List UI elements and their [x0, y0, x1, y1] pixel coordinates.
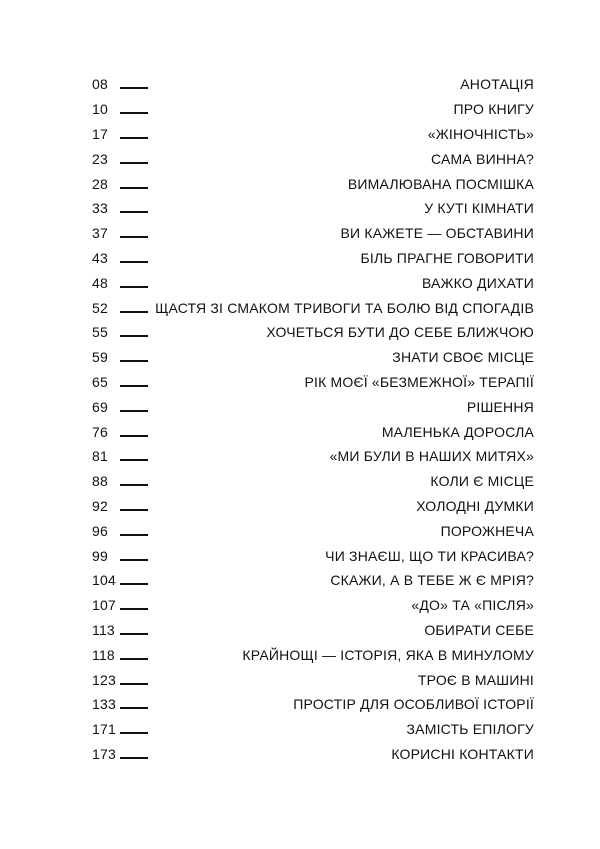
toc-leader-line: [120, 732, 148, 734]
toc-page-number: 55: [92, 324, 108, 341]
toc-entry[interactable]: [92, 642, 534, 667]
toc-chapter-title: ПРО КНИГУ: [453, 101, 534, 118]
toc-page-number: 118: [92, 646, 115, 663]
toc-chapter-title: ЗНАТИ СВОЄ МІСЦЕ: [392, 349, 534, 366]
toc-chapter-title: ВИМАЛЮВАНА ПОСМІШКА: [347, 175, 534, 192]
toc-chapter-title: КРАЙНОЩІ — ІСТОРІЯ, ЯКА В МИНУЛОМУ: [242, 646, 534, 663]
toc-chapter-title: ВИ КАЖЕТЕ — ОБСТАВИНИ: [340, 225, 534, 242]
toc-page-number: 23: [92, 150, 108, 167]
toc-chapter-title: ЧИ ЗНАЄШ, ЩО ТИ КРАСИВА?: [325, 547, 534, 564]
toc-entry[interactable]: [92, 221, 534, 246]
toc-chapter-title: СКАЖИ, А В ТЕБЕ Ж Є МРІЯ?: [330, 572, 534, 589]
toc-chapter-title: ТРОЄ В МАШИНІ: [417, 671, 534, 688]
toc-entry[interactable]: [92, 97, 534, 122]
toc-leader-line: [120, 608, 148, 610]
toc-page-number: 52: [92, 299, 108, 316]
toc-entry[interactable]: [92, 122, 534, 147]
toc-page-number: 69: [92, 398, 108, 415]
toc-leader-line: [120, 385, 148, 387]
toc-entry[interactable]: [92, 72, 534, 97]
toc-leader-line: [120, 658, 148, 660]
toc-page-number: 33: [92, 200, 108, 217]
toc-leader-line: [120, 360, 148, 362]
toc-chapter-title: ВАЖКО ДИХАТИ: [421, 274, 534, 291]
toc-leader-line: [120, 137, 148, 139]
toc-leader-line: [120, 534, 148, 536]
toc-page-number: 113: [92, 621, 115, 638]
toc-page-number: 76: [92, 423, 108, 440]
toc-leader-line: [120, 484, 148, 486]
toc-page-number: 104: [92, 572, 116, 589]
toc-page-number: 81: [92, 448, 108, 465]
toc-entry[interactable]: [92, 717, 534, 742]
toc-entry[interactable]: [92, 295, 534, 320]
toc-leader-line: [120, 335, 148, 337]
toc-chapter-title: САМА ВИННА?: [431, 150, 534, 167]
toc-leader-line: [120, 112, 148, 114]
toc-page-number: 171: [92, 721, 116, 738]
toc-entry[interactable]: [92, 543, 534, 568]
toc-chapter-title: ОБИРАТИ СЕБЕ: [424, 621, 534, 638]
toc-leader-line: [120, 211, 148, 213]
toc-chapter-title: АНОТАЦІЯ: [460, 76, 534, 93]
toc-chapter-title: ПОРОЖНЕЧА: [440, 522, 534, 539]
toc-entry[interactable]: [92, 518, 534, 543]
toc-chapter-title: ПРОСТІР ДЛЯ ОСОБЛИВОЇ ІСТОРІЇ: [293, 696, 534, 713]
toc-page-number: 99: [92, 547, 108, 564]
toc-chapter-title: МАЛЕНЬКА ДОРОСЛА: [381, 423, 534, 440]
toc-chapter-title: «ДО» ТА «ПІСЛЯ»: [411, 597, 534, 614]
toc-leader-line: [120, 162, 148, 164]
toc-chapter-title: «МИ БУЛИ В НАШИХ МИТЯХ»: [329, 448, 534, 465]
table-of-contents: [92, 72, 534, 766]
toc-leader-line: [120, 236, 148, 238]
toc-page-number: 37: [92, 225, 108, 242]
toc-page-number: 10: [92, 101, 108, 118]
toc-leader-line: [120, 435, 148, 437]
toc-entry[interactable]: [92, 568, 534, 593]
toc-entry[interactable]: [92, 246, 534, 271]
toc-leader-line: [120, 559, 148, 561]
toc-entry[interactable]: [92, 469, 534, 494]
toc-chapter-title: ХОЛОДНІ ДУМКИ: [416, 497, 534, 514]
toc-entry[interactable]: [92, 270, 534, 295]
toc-chapter-title: ХОЧЕТЬСЯ БУТИ ДО СЕБЕ БЛИЖЧОЮ: [266, 324, 534, 341]
toc-leader-line: [120, 311, 148, 313]
toc-entry[interactable]: [92, 618, 534, 643]
toc-leader-line: [120, 87, 148, 89]
toc-entry[interactable]: [92, 593, 534, 618]
toc-leader-line: [120, 633, 148, 635]
toc-page-number: 08: [92, 76, 108, 93]
toc-entry[interactable]: [92, 196, 534, 221]
toc-entry[interactable]: [92, 742, 534, 767]
toc-page-number: 123: [92, 671, 116, 688]
toc-leader-line: [120, 286, 148, 288]
toc-page-number: 107: [92, 597, 116, 614]
toc-chapter-title: «ЖІНОЧНІСТЬ»: [427, 125, 534, 142]
toc-chapter-title: БІЛЬ ПРАГНЕ ГОВОРИТИ: [360, 249, 534, 266]
toc-entry[interactable]: [92, 370, 534, 395]
toc-leader-line: [120, 707, 148, 709]
toc-entry[interactable]: [92, 171, 534, 196]
toc-chapter-title: КОЛИ Є МІСЦЕ: [430, 473, 534, 490]
toc-leader-line: [120, 187, 148, 189]
toc-chapter-title: ЗАМІСТЬ ЕПІЛОГУ: [406, 721, 534, 738]
toc-leader-line: [120, 509, 148, 511]
toc-page-number: 173: [92, 745, 116, 762]
toc-page-number: 65: [92, 373, 108, 390]
toc-page-number: 48: [92, 274, 108, 291]
toc-page-number: 133: [92, 696, 116, 713]
toc-leader-line: [120, 261, 148, 263]
toc-entry[interactable]: [92, 345, 534, 370]
toc-entry[interactable]: [92, 394, 534, 419]
toc-entry[interactable]: [92, 692, 534, 717]
toc-chapter-title: ЩАСТЯ ЗІ СМАКОМ ТРИВОГИ ТА БОЛЮ ВІД СПОГАДІВ: [155, 299, 534, 316]
toc-entry[interactable]: [92, 320, 534, 345]
toc-entry[interactable]: [92, 146, 534, 171]
toc-chapter-title: РІК МОЄЇ «БЕЗМЕЖНОЇ» ТЕРАПІЇ: [304, 373, 534, 390]
toc-page-number: 28: [92, 175, 108, 192]
toc-leader-line: [120, 459, 148, 461]
toc-entry[interactable]: [92, 419, 534, 444]
toc-chapter-title: У КУТІ КІМНАТИ: [424, 200, 534, 217]
toc-entry[interactable]: [92, 494, 534, 519]
toc-leader-line: [120, 683, 148, 685]
toc-page-number: 59: [92, 349, 108, 366]
toc-chapter-title: КОРИСНІ КОНТАКТИ: [391, 745, 534, 762]
toc-leader-line: [120, 757, 148, 759]
toc-chapter-title: РІШЕННЯ: [466, 398, 534, 415]
toc-entry[interactable]: [92, 444, 534, 469]
toc-entry[interactable]: [92, 667, 534, 692]
toc-page-number: 96: [92, 522, 108, 539]
toc-page-number: 43: [92, 249, 108, 266]
toc-page-number: 92: [92, 497, 108, 514]
toc-page-number: 17: [92, 125, 108, 142]
toc-page-number: 88: [92, 473, 108, 490]
toc-leader-line: [120, 410, 148, 412]
toc-leader-line: [120, 583, 148, 585]
